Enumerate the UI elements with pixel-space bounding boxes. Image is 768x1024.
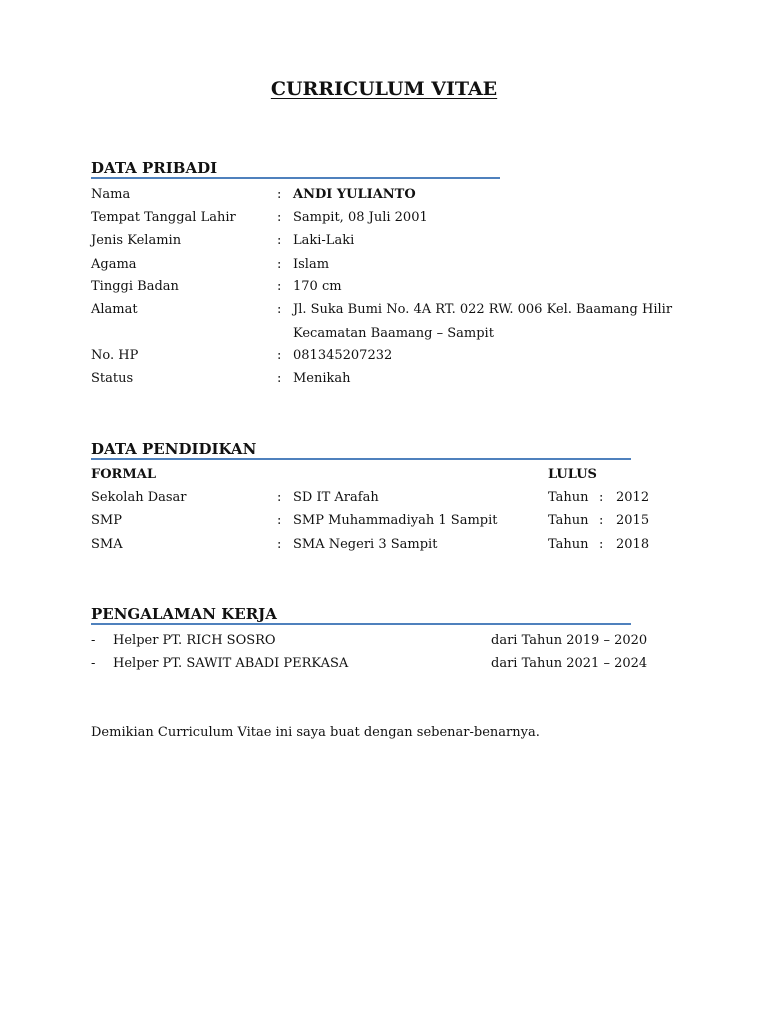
- field-value: ANDI YULIANTO: [293, 187, 416, 202]
- year-label: Tahun: [548, 513, 589, 528]
- job-title: Helper PT. SAWIT ABADI PERKASA: [113, 656, 349, 671]
- field-separator: :: [277, 210, 282, 225]
- field-value: Laki-Laki: [293, 233, 355, 248]
- field-separator: :: [277, 279, 282, 294]
- field-separator: :: [277, 537, 282, 552]
- field-separator: :: [277, 348, 282, 363]
- field-value: 081345207232: [293, 348, 393, 363]
- field-separator: :: [277, 187, 282, 202]
- formal-label: FORMAL: [91, 467, 156, 482]
- year-separator: :: [599, 537, 604, 552]
- bullet-dash: -: [91, 633, 96, 648]
- school-name: SMA Negeri 3 Sampit: [293, 537, 438, 552]
- field-value: Islam: [293, 257, 330, 272]
- section-heading-pengalaman-kerja: PENGALAMAN KERJA: [91, 605, 277, 623]
- field-label: Agama: [91, 257, 137, 272]
- school-name: SMP Muhammadiyah 1 Sampit: [293, 513, 498, 528]
- section-divider: [91, 458, 631, 460]
- field-label: No. HP: [91, 348, 139, 363]
- field-value: 170 cm: [293, 279, 342, 294]
- field-label: Jenis Kelamin: [91, 233, 182, 248]
- field-label: Alamat: [91, 302, 138, 317]
- field-label: Tempat Tanggal Lahir: [91, 210, 236, 225]
- school-name: SD IT Arafah: [293, 490, 379, 505]
- field-value-continuation: Kecamatan Baamang – Sampit: [293, 326, 494, 341]
- section-divider: [91, 177, 500, 179]
- document-title: CURRICULUM VITAE: [270, 78, 498, 100]
- graduation-year: 2015: [616, 513, 650, 528]
- section-divider: [91, 623, 631, 625]
- field-label: Nama: [91, 187, 131, 202]
- field-label: Tinggi Badan: [91, 279, 179, 294]
- field-separator: :: [277, 371, 282, 386]
- field-separator: :: [277, 513, 282, 528]
- field-separator: :: [277, 490, 282, 505]
- graduation-year: 2012: [616, 490, 650, 505]
- bullet-dash: -: [91, 656, 96, 671]
- field-value: Menikah: [293, 371, 351, 386]
- field-separator: :: [277, 302, 282, 317]
- job-period: dari Tahun 2019 – 2020: [491, 633, 648, 648]
- school-level: Sekolah Dasar: [91, 490, 187, 505]
- job-title: Helper PT. RICH SOSRO: [113, 633, 276, 648]
- field-separator: :: [277, 257, 282, 272]
- graduation-year: 2018: [616, 537, 650, 552]
- field-value: Sampit, 08 Juli 2001: [293, 210, 428, 225]
- year-label: Tahun: [548, 490, 589, 505]
- field-value: Jl. Suka Bumi No. 4A RT. 022 RW. 006 Kel. Baamang Hilir: [293, 302, 673, 317]
- year-separator: :: [599, 490, 604, 505]
- field-label: Status: [91, 371, 134, 386]
- year-separator: :: [599, 513, 604, 528]
- job-period: dari Tahun 2021 – 2024: [491, 656, 648, 671]
- field-separator: :: [277, 233, 282, 248]
- section-heading-data-pendidikan: DATA PENDIDIKAN: [91, 440, 257, 458]
- school-level: SMP: [91, 513, 122, 528]
- closing-statement: Demikian Curriculum Vitae ini saya buat dengan sebenar-benarnya.: [91, 725, 540, 740]
- school-level: SMA: [91, 537, 123, 552]
- section-heading-data-pribadi: DATA PRIBADI: [91, 159, 218, 177]
- year-label: Tahun: [548, 537, 589, 552]
- lulus-label: LULUS: [548, 467, 597, 482]
